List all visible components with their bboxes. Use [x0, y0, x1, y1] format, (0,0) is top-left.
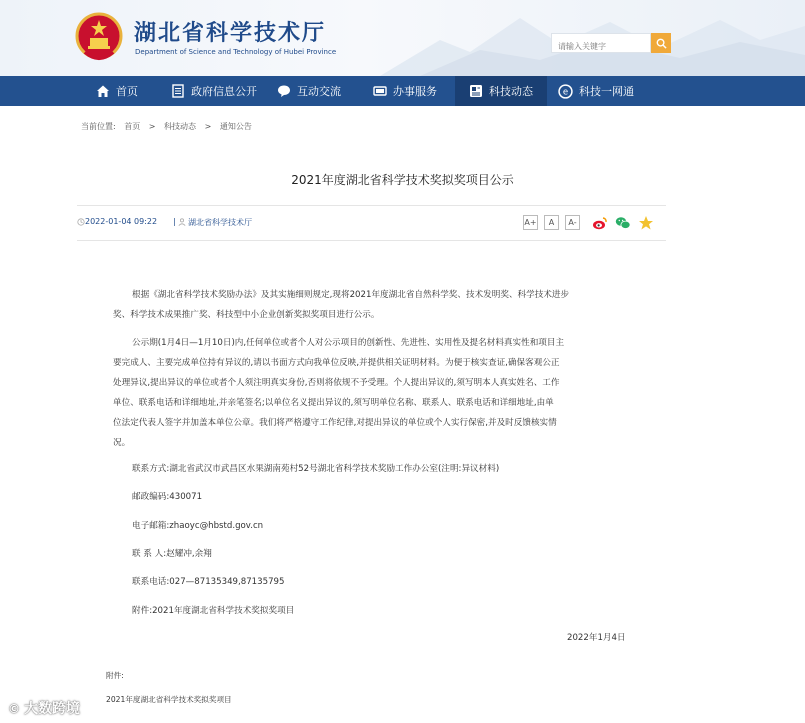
breadcrumb-tech-news[interactable]: 科技动态	[164, 122, 197, 131]
nav-gov-info[interactable]	[171, 76, 257, 106]
article-source: 湖北省科学技术厅	[188, 218, 252, 227]
national-emblem-icon	[75, 12, 123, 62]
paragraph-2-line: 单位、联系电话和详细地址,并亲笔签名;以单位名义提出异议的,须写明单位名称、联系人、联系电话和详细地址,由单	[113, 398, 554, 408]
weibo-icon[interactable]	[592, 215, 608, 231]
chat-icon	[277, 84, 291, 98]
service-icon	[373, 84, 387, 98]
font-decrease-button[interactable]: A-	[565, 215, 580, 230]
nav-label: 科技一网通	[579, 85, 634, 98]
clock-icon	[77, 218, 85, 226]
news-icon	[469, 84, 483, 98]
breadcrumb-separator: >	[148, 122, 156, 131]
wechat-icon[interactable]	[615, 215, 631, 231]
watermark: © 大数跨境	[8, 701, 80, 717]
publish-date: 2022年1月4日	[567, 633, 626, 643]
nav-label: 政府信息公开	[191, 85, 257, 98]
article-meta-bar	[77, 205, 666, 241]
paragraph-2-line: 要完成人、主要完成单位持有异议的,请以书面方式向我单位反映,并提供相关证明材料。为便于核实查证,确保客观公正	[113, 358, 560, 368]
phone: 联系电话:027—87135349,87135795	[132, 577, 285, 587]
search-button[interactable]	[651, 33, 671, 53]
home-icon	[96, 84, 110, 98]
nav-label: 互动交流	[297, 85, 341, 98]
nav-label: 首页	[116, 85, 138, 98]
meta-separator: |	[173, 217, 176, 226]
breadcrumb-home[interactable]: 首页	[124, 122, 141, 131]
nav-label: 办事服务	[393, 85, 437, 98]
article-title: 2021年度湖北省科学技术奖拟奖项目公示	[291, 173, 514, 187]
site-title: 湖北省科学技术厅	[134, 21, 327, 46]
svg-text:e: e	[562, 87, 569, 98]
search-box	[551, 33, 651, 53]
watermark-text: 大数跨境	[24, 701, 80, 717]
nav-interaction[interactable]	[277, 76, 341, 106]
paragraph-1-line: 奖、科学技术成果推广奖、科技型中小企业创新奖拟奖项目进行公示。	[113, 310, 380, 320]
email: 电子邮箱:zhaoyc@hbstd.gov.cn	[132, 521, 264, 531]
font-normal-button[interactable]: A	[544, 215, 559, 230]
search-input[interactable]	[552, 38, 652, 56]
nav-home[interactable]	[96, 76, 138, 106]
nav-tech-news[interactable]	[455, 76, 547, 106]
nav-tech-portal[interactable]	[558, 76, 634, 106]
attachment-line: 附件:2021年度湖北省科学技术奖拟奖项目	[132, 606, 295, 616]
postcode: 邮政编码:430071	[132, 492, 203, 502]
site-subtitle: Department of Science and Technology of Hubei Province	[135, 48, 337, 56]
publish-datetime: 2022-01-04 09:22	[85, 217, 158, 226]
nav-services[interactable]	[373, 76, 437, 106]
paragraph-2-line: 公示期(1月4日—1月10日)内,任何单位或者个人对公示项目的创新性、先进性、实用性及提名材料真实性和项目主	[132, 338, 565, 348]
paragraph-2-line: 处理异议,提出异议的单位或者个人须注明真实身份,否则将依规不予受理。个人提出异议的,须写明本人真实姓名、工作	[113, 378, 560, 388]
favorite-icon[interactable]	[638, 215, 654, 231]
breadcrumb-separator: >	[204, 122, 212, 131]
search-icon	[656, 38, 667, 49]
attachment-link[interactable]: 2021年度湖北省科学技术奖拟奖项目	[106, 695, 232, 704]
breadcrumb	[81, 121, 258, 132]
document-icon	[171, 84, 185, 98]
site-header	[0, 0, 805, 76]
user-icon	[178, 218, 186, 226]
paragraph-2-line: 况。	[113, 438, 131, 448]
main-nav	[0, 76, 805, 106]
globe-icon	[558, 84, 573, 99]
paragraph-2-line: 位法定代表人签字并加盖本单位公章。我们将严格遵守工作纪律,对提出异议的单位或个人实行保密,并及时反馈核实情	[113, 418, 557, 428]
font-increase-button[interactable]: A+	[523, 215, 538, 230]
paragraph-1-line: 根据《湖北省科学技术奖励办法》及其实施细则规定,现将2021年度湖北省自然科学奖、技术发明奖、科学技术进步	[132, 290, 570, 300]
attachment-label: 附件:	[106, 671, 124, 680]
nav-label: 科技动态	[489, 85, 533, 98]
breadcrumb-prefix: 当前位置:	[81, 122, 116, 131]
contact-person: 联 系 人:赵耀冲,余翔	[132, 549, 212, 559]
breadcrumb-notices[interactable]: 通知公告	[219, 122, 252, 131]
contact-address: 联系方式:湖北省武汉市武昌区水果湖南苑村52号湖北省科学技术奖励工作办公室(注明:异议材料)	[132, 464, 500, 474]
